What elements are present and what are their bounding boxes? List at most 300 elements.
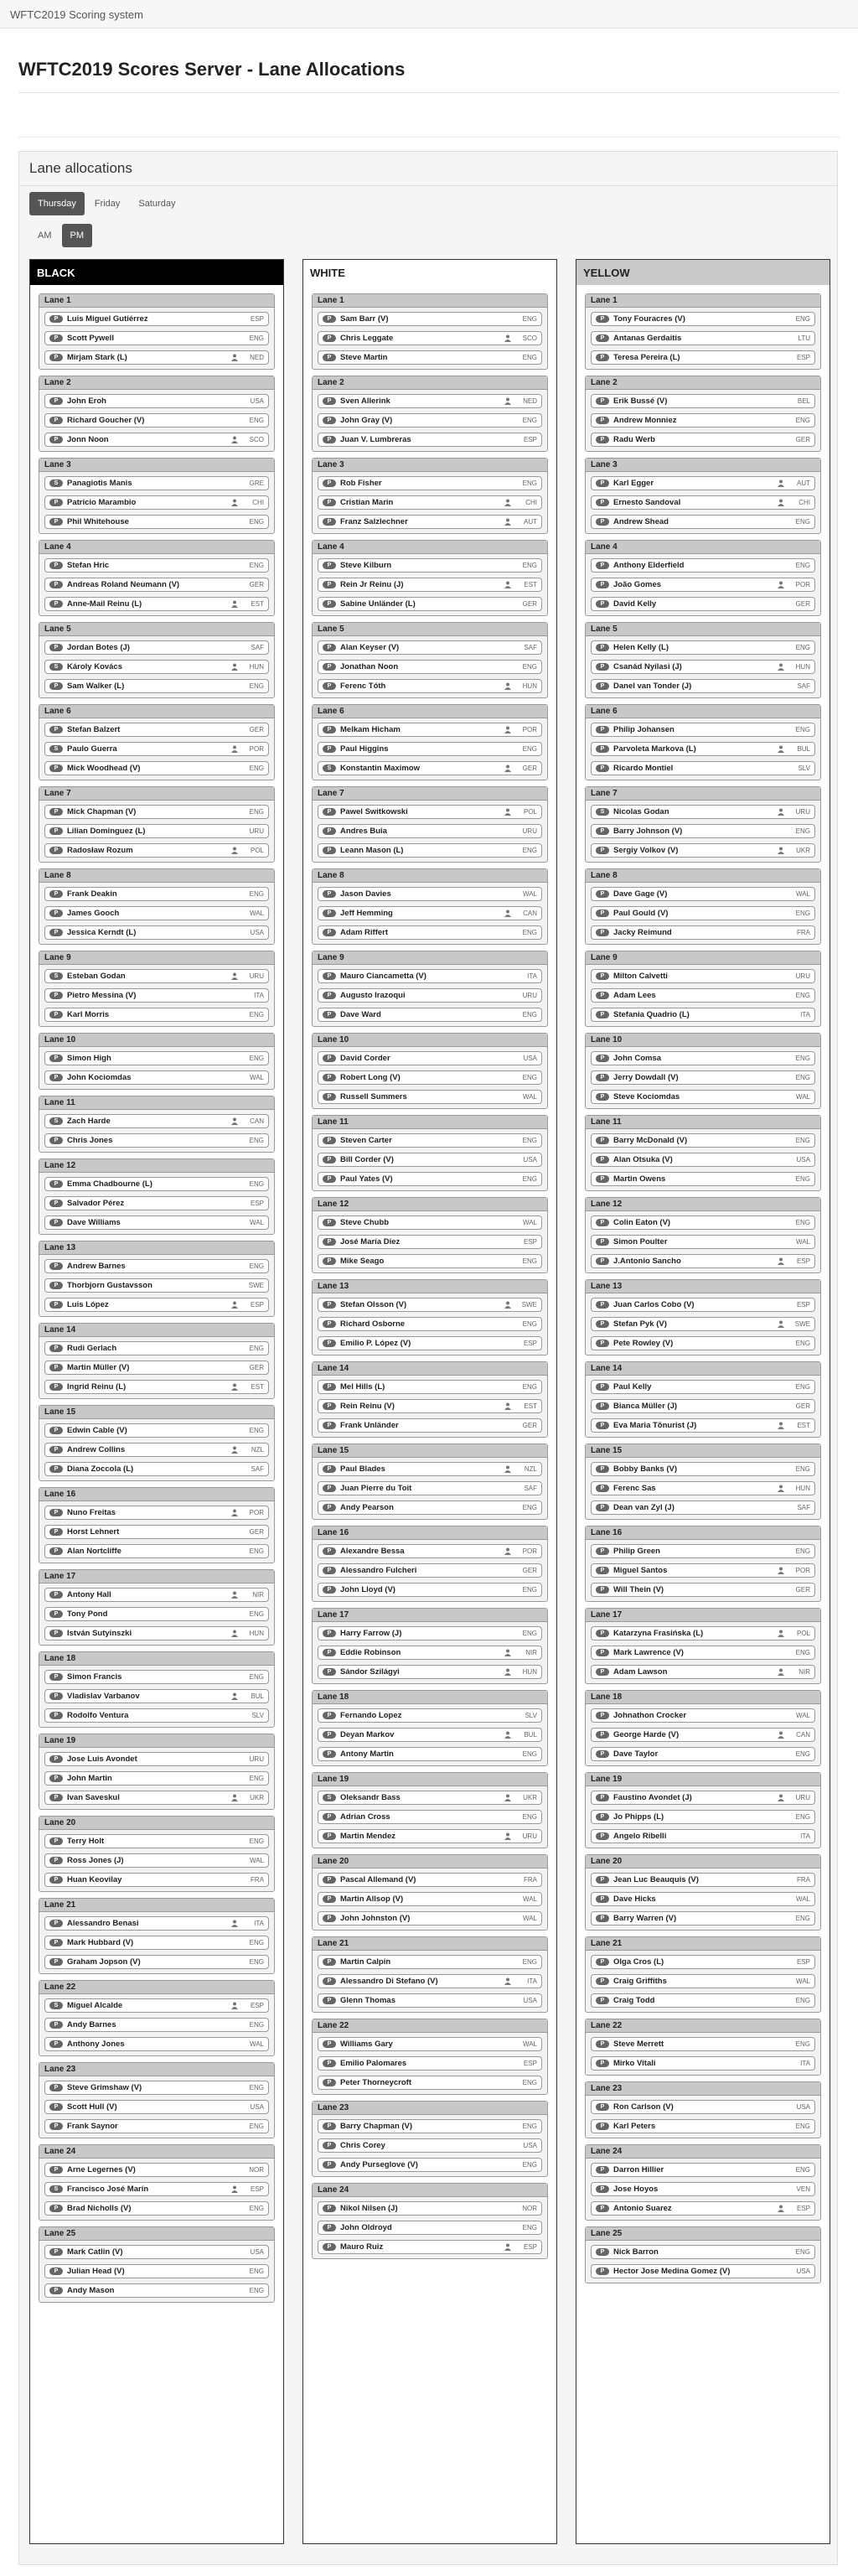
player-row[interactable] (591, 2201, 815, 2216)
player-row[interactable] (318, 1317, 542, 1331)
player-row[interactable] (591, 312, 815, 326)
player-row[interactable] (318, 1418, 542, 1433)
country-code: EST (251, 1383, 264, 1391)
player-row[interactable] (318, 1810, 542, 1824)
player-row[interactable] (318, 1399, 542, 1413)
player-name: Bianca Müller (J) (613, 1402, 678, 1411)
player-row[interactable] (44, 1689, 269, 1703)
player-row[interactable] (591, 1051, 815, 1065)
player-name: Vladislav Varbanov (67, 1692, 140, 1701)
player-row[interactable] (44, 988, 269, 1003)
player-row[interactable] (591, 1563, 815, 1578)
player-row[interactable] (591, 824, 815, 838)
player-row[interactable] (591, 476, 815, 490)
class-badge-icon: P (323, 1219, 336, 1226)
country-code: USA (250, 2103, 264, 2111)
player-row[interactable] (44, 1998, 269, 2013)
player-row[interactable] (591, 1911, 815, 1926)
player-row[interactable] (44, 1791, 269, 1805)
player-row[interactable] (318, 1090, 542, 1104)
player-row[interactable] (318, 2201, 542, 2216)
player-row[interactable] (44, 1873, 269, 1887)
page-title: WFTC2019 Scores Server - Lane Allocations (18, 59, 840, 93)
class-badge-icon: P (596, 1137, 609, 1144)
player-row[interactable] (591, 2119, 815, 2133)
player-row[interactable] (318, 1070, 542, 1085)
player-row[interactable] (44, 413, 269, 428)
lane-header: Lane 14 (39, 1324, 274, 1337)
player-row[interactable] (44, 433, 269, 447)
player-row[interactable] (591, 1892, 815, 1906)
player-row[interactable] (318, 578, 542, 592)
tab-saturday[interactable]: Saturday (138, 199, 176, 209)
player-row[interactable] (44, 1423, 269, 1438)
lane-box (39, 868, 275, 945)
player-row[interactable] (44, 2264, 269, 2278)
player-row[interactable] (318, 1133, 542, 1148)
player-row[interactable] (591, 558, 815, 573)
player-name: Paul Gould (V) (613, 909, 669, 918)
country-code: EST (524, 581, 537, 588)
player-row[interactable] (591, 1090, 815, 1104)
player-row[interactable] (591, 2182, 815, 2196)
player-row[interactable] (318, 887, 542, 901)
player-row[interactable] (44, 1853, 269, 1868)
player-row[interactable] (318, 1008, 542, 1022)
player-row[interactable] (44, 2182, 269, 2196)
player-row[interactable] (44, 887, 269, 901)
player-row[interactable] (591, 597, 815, 611)
player-row[interactable] (591, 350, 815, 365)
player-row[interactable] (44, 1462, 269, 1476)
player-name: Scott Pywell (67, 334, 114, 343)
player-row[interactable] (44, 1196, 269, 1210)
player-row[interactable] (44, 1771, 269, 1786)
country-code: ESP (796, 2205, 810, 2212)
player-name: Simon High (67, 1054, 111, 1063)
player-name: Craig Griffiths (613, 1977, 667, 1986)
class-badge-icon: P (49, 518, 63, 526)
player-row[interactable] (318, 331, 542, 345)
player-row[interactable] (591, 1728, 815, 1742)
player-row[interactable] (591, 1317, 815, 1331)
player-row[interactable] (591, 660, 815, 674)
player-row[interactable] (44, 1936, 269, 1950)
person-icon (778, 1320, 784, 1328)
player-row[interactable] (591, 2245, 815, 2259)
player-name: Eddie Robinson (340, 1648, 401, 1657)
player-row[interactable] (44, 1133, 269, 1148)
player-row[interactable] (591, 1215, 815, 1230)
player-row[interactable] (44, 2245, 269, 2259)
player-row[interactable] (318, 1993, 542, 2008)
player-row[interactable] (44, 1506, 269, 1520)
class-badge-icon: S (49, 2002, 63, 2009)
player-row[interactable] (591, 887, 815, 901)
player-row[interactable] (318, 1665, 542, 1679)
player-row[interactable] (44, 824, 269, 838)
person-icon (231, 1301, 238, 1309)
lane-box (585, 1361, 821, 1438)
player-row[interactable] (318, 394, 542, 408)
player-row[interactable] (44, 2100, 269, 2114)
player-name: Antony Hall (67, 1590, 111, 1599)
player-row[interactable] (591, 1254, 815, 1268)
class-badge-icon: P (323, 847, 336, 854)
player-row[interactable] (44, 1670, 269, 1684)
player-row[interactable] (318, 843, 542, 858)
player-row[interactable] (44, 925, 269, 940)
player-row[interactable] (318, 1051, 542, 1065)
player-row[interactable] (591, 1462, 815, 1476)
player-row[interactable] (591, 2056, 815, 2071)
class-badge-icon: P (596, 1586, 609, 1594)
player-row[interactable] (44, 1626, 269, 1640)
country-code: URU (522, 1832, 537, 1840)
country-code: USA (523, 1055, 537, 1062)
lane-box (312, 1443, 548, 1520)
player-row[interactable] (44, 1259, 269, 1273)
player-row[interactable] (591, 805, 815, 819)
player-row[interactable] (318, 1380, 542, 1394)
player-row[interactable] (591, 515, 815, 529)
player-row[interactable] (44, 597, 269, 611)
player-name: Juan Pierre du Toit (340, 1484, 412, 1493)
player-row[interactable] (591, 1172, 815, 1186)
player-row[interactable] (591, 331, 815, 345)
player-row[interactable] (591, 1747, 815, 1761)
class-badge-icon: P (49, 1383, 63, 1391)
player-row[interactable] (44, 495, 269, 510)
player-row[interactable] (44, 1588, 269, 1602)
player-row[interactable] (318, 1646, 542, 1660)
player-row[interactable] (318, 2076, 542, 2090)
player-name: Paul Higgins (340, 744, 389, 754)
player-row[interactable] (44, 515, 269, 529)
player-row[interactable] (591, 495, 815, 510)
player-row[interactable] (591, 1153, 815, 1167)
player-row[interactable] (44, 1361, 269, 1375)
player-name: Bill Corder (V) (340, 1155, 394, 1164)
player-row[interactable] (44, 1607, 269, 1621)
player-row[interactable] (318, 1235, 542, 1249)
person-icon (231, 1383, 238, 1391)
player-name: Panagiotis Manis (67, 479, 132, 488)
player-row[interactable] (318, 1892, 542, 1906)
player-row[interactable] (318, 1563, 542, 1578)
player-row[interactable] (44, 969, 269, 983)
player-row[interactable] (318, 1501, 542, 1515)
player-row[interactable] (591, 1399, 815, 1413)
player-row[interactable] (318, 597, 542, 611)
player-row[interactable] (591, 413, 815, 428)
player-row[interactable] (591, 906, 815, 920)
player-row[interactable] (44, 1834, 269, 1848)
player-row[interactable] (44, 2119, 269, 2133)
country-code: ENG (795, 726, 810, 733)
player-row[interactable] (318, 1728, 542, 1742)
player-row[interactable] (318, 1583, 542, 1597)
player-row[interactable] (591, 1810, 815, 1824)
player-row[interactable] (44, 476, 269, 490)
tab-friday[interactable]: Friday (94, 199, 121, 209)
player-row[interactable] (44, 1544, 269, 1558)
player-row[interactable] (318, 1153, 542, 1167)
player-row[interactable] (44, 1008, 269, 1022)
player-row[interactable] (318, 1254, 542, 1268)
player-row[interactable] (318, 805, 542, 819)
lane-header: Lane 16 (313, 1526, 547, 1540)
player-row[interactable] (44, 843, 269, 858)
player-row[interactable] (44, 1916, 269, 1931)
player-row[interactable] (318, 2119, 542, 2133)
player-row[interactable] (318, 969, 542, 983)
player-row[interactable] (591, 578, 815, 592)
player-row[interactable] (318, 761, 542, 775)
player-row[interactable] (44, 1215, 269, 1230)
player-row[interactable] (318, 660, 542, 674)
lane-header: Lane 15 (586, 1444, 820, 1458)
player-row[interactable] (591, 1626, 815, 1640)
player-row[interactable] (318, 1336, 542, 1350)
lane-header: Lane 13 (313, 1280, 547, 1293)
player-row[interactable] (591, 925, 815, 940)
player-row[interactable] (318, 1791, 542, 1805)
player-row[interactable] (591, 1008, 815, 1022)
player-row[interactable] (591, 742, 815, 756)
class-badge-icon: P (323, 1257, 336, 1265)
player-row[interactable] (44, 1752, 269, 1766)
player-row[interactable] (44, 723, 269, 737)
player-row[interactable] (318, 495, 542, 510)
player-row[interactable] (44, 1177, 269, 1191)
player-row[interactable] (591, 988, 815, 1003)
player-row[interactable] (44, 2037, 269, 2051)
country-code: ENG (795, 1055, 810, 1062)
player-row[interactable] (591, 1133, 815, 1148)
player-row[interactable] (44, 679, 269, 693)
player-row[interactable] (591, 761, 815, 775)
player-row[interactable] (318, 2158, 542, 2172)
player-name: Sam Barr (V) (340, 314, 389, 324)
player-row[interactable] (591, 1298, 815, 1312)
player-row[interactable] (44, 2163, 269, 2177)
player-row[interactable] (591, 640, 815, 655)
tab-pm[interactable]: PM (62, 224, 93, 247)
player-row[interactable] (591, 1829, 815, 1843)
player-row[interactable] (591, 1955, 815, 1969)
player-row[interactable] (318, 1974, 542, 1988)
player-row[interactable] (318, 1829, 542, 1843)
brand-name[interactable]: WFTC2019 Scoring system (10, 8, 143, 21)
player-row[interactable] (318, 1626, 542, 1640)
player-row[interactable] (318, 2240, 542, 2254)
player-row[interactable] (44, 1708, 269, 1723)
lane-header: Lane 5 (39, 623, 274, 636)
player-row[interactable] (44, 761, 269, 775)
class-badge-icon: P (49, 1692, 63, 1700)
player-name: Paul Yates (V) (340, 1174, 393, 1184)
class-badge-icon: P (596, 1238, 609, 1246)
player-name: Radu Werb (613, 435, 655, 444)
player-row[interactable] (591, 1993, 815, 2008)
player-row[interactable] (318, 1955, 542, 1969)
player-row[interactable] (44, 1955, 269, 1969)
player-row[interactable] (44, 2081, 269, 2095)
player-row[interactable] (591, 1336, 815, 1350)
player-row[interactable] (591, 1235, 815, 1249)
player-row[interactable] (318, 558, 542, 573)
player-row[interactable] (318, 1215, 542, 1230)
player-row[interactable] (318, 312, 542, 326)
country-code: FRA (797, 1876, 810, 1884)
player-row[interactable] (318, 1481, 542, 1495)
player-row[interactable] (591, 1583, 815, 1597)
player-row[interactable] (318, 2056, 542, 2071)
player-name: Frank Deakin (67, 889, 117, 899)
lane-box (585, 868, 821, 945)
player-row[interactable] (318, 350, 542, 365)
player-row[interactable] (44, 2018, 269, 2032)
player-row[interactable] (591, 843, 815, 858)
player-row[interactable] (591, 969, 815, 983)
player-row[interactable] (44, 1341, 269, 1355)
country-code: ENG (795, 2122, 810, 2130)
player-name: Ferenc Sas (613, 1484, 656, 1493)
player-row[interactable] (44, 1298, 269, 1312)
player-row[interactable] (318, 1544, 542, 1558)
player-row[interactable] (44, 2201, 269, 2216)
tab-am[interactable]: AM (38, 231, 52, 241)
class-badge-icon: P (323, 479, 336, 487)
player-row[interactable] (44, 1525, 269, 1539)
player-row[interactable] (318, 476, 542, 490)
player-row[interactable] (44, 660, 269, 674)
column-header: YELLOW (576, 260, 830, 285)
player-row[interactable] (44, 1380, 269, 1394)
player-row[interactable] (44, 1070, 269, 1085)
class-badge-icon: P (49, 1794, 63, 1801)
country-code: WAL (249, 1074, 264, 1081)
player-row[interactable] (318, 1462, 542, 1476)
player-row[interactable] (318, 679, 542, 693)
lane-header: Lane 24 (313, 2184, 547, 2197)
player-row[interactable] (591, 1708, 815, 1723)
player-row[interactable] (44, 640, 269, 655)
player-row[interactable] (318, 433, 542, 447)
player-row[interactable] (591, 1646, 815, 1660)
class-badge-icon: P (596, 992, 609, 999)
player-name: Jo Phipps (L) (613, 1812, 664, 1822)
player-row[interactable] (591, 679, 815, 693)
class-badge-icon: P (323, 2079, 336, 2086)
player-row[interactable] (44, 742, 269, 756)
country-code: ENG (522, 1958, 537, 1966)
player-row[interactable] (44, 1278, 269, 1293)
player-row[interactable] (44, 805, 269, 819)
country-code: ENG (249, 682, 264, 690)
country-code: ESP (796, 354, 810, 361)
player-row[interactable] (591, 723, 815, 737)
player-row[interactable] (44, 558, 269, 573)
player-row[interactable] (44, 1051, 269, 1065)
player-row[interactable] (318, 742, 542, 756)
player-row[interactable] (318, 1911, 542, 1926)
player-row[interactable] (318, 906, 542, 920)
player-row[interactable] (318, 2037, 542, 2051)
player-row[interactable] (318, 2221, 542, 2235)
player-row[interactable] (44, 1114, 269, 1128)
country-code: ESP (796, 1257, 810, 1265)
class-badge-icon: P (596, 1668, 609, 1676)
lane-box (39, 1487, 275, 1563)
player-row[interactable] (318, 1172, 542, 1186)
player-row[interactable] (318, 640, 542, 655)
player-row[interactable] (318, 988, 542, 1003)
player-name: Steve Kilburn (340, 561, 392, 570)
player-row[interactable] (318, 723, 542, 737)
player-name: Horst Lehnert (67, 1527, 120, 1537)
player-row[interactable] (318, 1708, 542, 1723)
player-row[interactable] (591, 1791, 815, 1805)
country-code: POR (249, 745, 264, 753)
player-row[interactable] (318, 515, 542, 529)
player-row[interactable] (44, 906, 269, 920)
player-row[interactable] (318, 1873, 542, 1887)
player-row[interactable] (591, 2100, 815, 2114)
player-row[interactable] (591, 1380, 815, 1394)
country-code: GER (249, 1528, 264, 1536)
player-row[interactable] (318, 413, 542, 428)
player-row[interactable] (591, 2163, 815, 2177)
player-row[interactable] (318, 925, 542, 940)
player-row[interactable] (318, 1747, 542, 1761)
player-row[interactable] (44, 312, 269, 326)
tab-thursday[interactable]: Thursday (29, 192, 85, 215)
player-row[interactable] (591, 1665, 815, 1679)
player-row[interactable] (44, 350, 269, 365)
country-code: POR (795, 581, 810, 588)
country-code: ESP (250, 2002, 264, 2009)
class-badge-icon: P (596, 1876, 609, 1884)
player-row[interactable] (591, 433, 815, 447)
player-row[interactable] (44, 331, 269, 345)
player-row[interactable] (591, 1544, 815, 1558)
player-row[interactable] (591, 2264, 815, 2278)
class-badge-icon: P (323, 1074, 336, 1081)
player-row[interactable] (591, 1481, 815, 1495)
player-row[interactable] (591, 1418, 815, 1433)
class-badge-icon: S (596, 808, 609, 816)
player-row[interactable] (44, 1443, 269, 1457)
player-row[interactable] (591, 1974, 815, 1988)
player-row[interactable] (44, 2283, 269, 2298)
player-row[interactable] (318, 2138, 542, 2153)
player-name: Sergiy Volkov (V) (613, 846, 679, 855)
player-row[interactable] (591, 1873, 815, 1887)
lane-box (312, 1608, 548, 1684)
player-row[interactable] (318, 824, 542, 838)
player-row[interactable] (44, 578, 269, 592)
player-row[interactable] (591, 394, 815, 408)
player-row[interactable] (318, 1298, 542, 1312)
player-row[interactable] (44, 394, 269, 408)
player-name: J.Antonio Sancho (613, 1257, 681, 1266)
player-row[interactable] (591, 1501, 815, 1515)
player-row[interactable] (591, 2037, 815, 2051)
class-badge-icon: P (596, 1074, 609, 1081)
player-row[interactable] (591, 1070, 815, 1085)
